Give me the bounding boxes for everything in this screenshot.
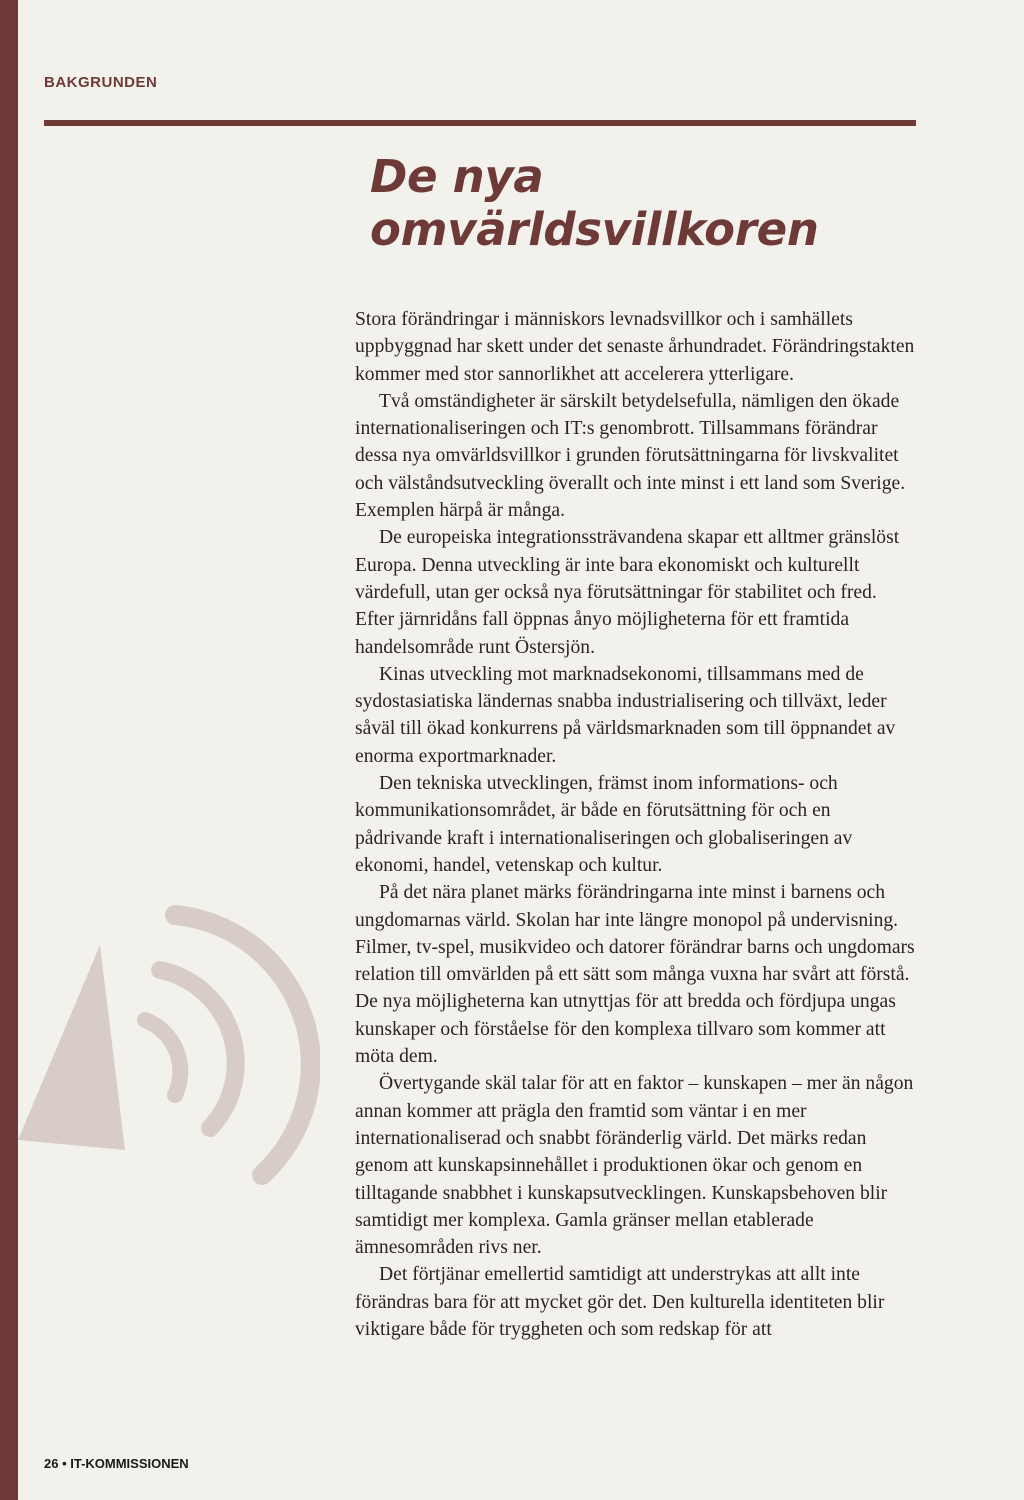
paragraph: På det nära planet märks förändringarna inte minst i barnens och ungdomarnas värld. Skolan har inte längre monopol på undervisning. Filmer, tv-spel, musikvideo och datorer förändrar barns och ungdomars relation till omvärlden på ett sätt som många vuxna har svårt att förstå. De nya möjligheterna kan utnyttjas för att bredda och fördjupa ungas kunskaper och förståelse för den komplexa tillvaro som kommer att möta dem.: [355, 882, 915, 1068]
body-text: [355, 306, 920, 1343]
paragraph: Två omständigheter är särskilt betydelsefulla, nämligen den ökade internationaliseringen och IT:s genombrott. Tillsammans förändrar dessa nya omvärldsvillkor i grunden förutsättningarna för livskvalitet och välståndsutveckling överallt och inte minst i ett land som Sverige. Exemplen härpå är många.: [355, 390, 906, 522]
section-label: BAKGRUNDEN: [44, 74, 158, 91]
speaker-sound-icon: [0, 890, 320, 1200]
page-footer: 26 • IT-KOMMISSIONEN: [44, 1456, 189, 1471]
paragraph: Det förtjänar emellertid samtidigt att understrykas att allt inte förändras bara för att mycket gör det. Den kulturella identiteten blir viktigare både för tryggheten och som redskap för att: [355, 1264, 885, 1340]
paragraph: Övertygande skäl talar för att en faktor – kunskapen – mer än någon annan kommer att prägla den framtid som väntar i en mer internationaliserad och snabbt föränderlig värld. Det märks redan genom att kunskapsinnehållet i produktionen ökar och genom en tilltagande snabbhet i kunskapsutvecklingen. Kunskapsbehoven blir samtidigt mer komplexa. Gamla gränser mellan etablerade ämnesområden rivs ner.: [355, 1073, 914, 1259]
page-title: De nya omvärldsvillkoren: [370, 150, 819, 256]
paragraph: De europeiska integrationssträvandena skapar ett alltmer gränslöst Europa. Denna utveckling är inte bara ekonomiskt och kulturellt värdefull, utan ger också nya förutsättningar för stabilitet och fred. Efter järnridåns fall öppnas ånyo möjligheterna för ett framtida handelsområde runt Östersjön.: [355, 527, 900, 658]
header-rule: [44, 120, 916, 126]
paragraph: Stora förändringar i människors levnadsvillkor och i samhällets uppbyggnad har skett under det senaste århundradet. Förändringstakten kommer med stor sannorlikhet att accelerera ytterligare.: [355, 309, 915, 385]
paragraph: Kinas utveckling mot marknadsekonomi, tillsammans med de sydostasiatiska ländernas snabba industrialisering och tillväxt, leder såväl till ökad konkurrens på världsmarknaden som till öppnandet av enorma exportmarknader.: [355, 663, 896, 767]
left-accent-bar: [0, 0, 18, 1500]
paragraph: Den tekniska utvecklingen, främst inom informations- och kommunikationsområdet, är både en förutsättning för och en pådrivande kraft i internationaliseringen och globaliseringen av ekonomi, handel, vetenskap och kultur.: [355, 773, 853, 876]
